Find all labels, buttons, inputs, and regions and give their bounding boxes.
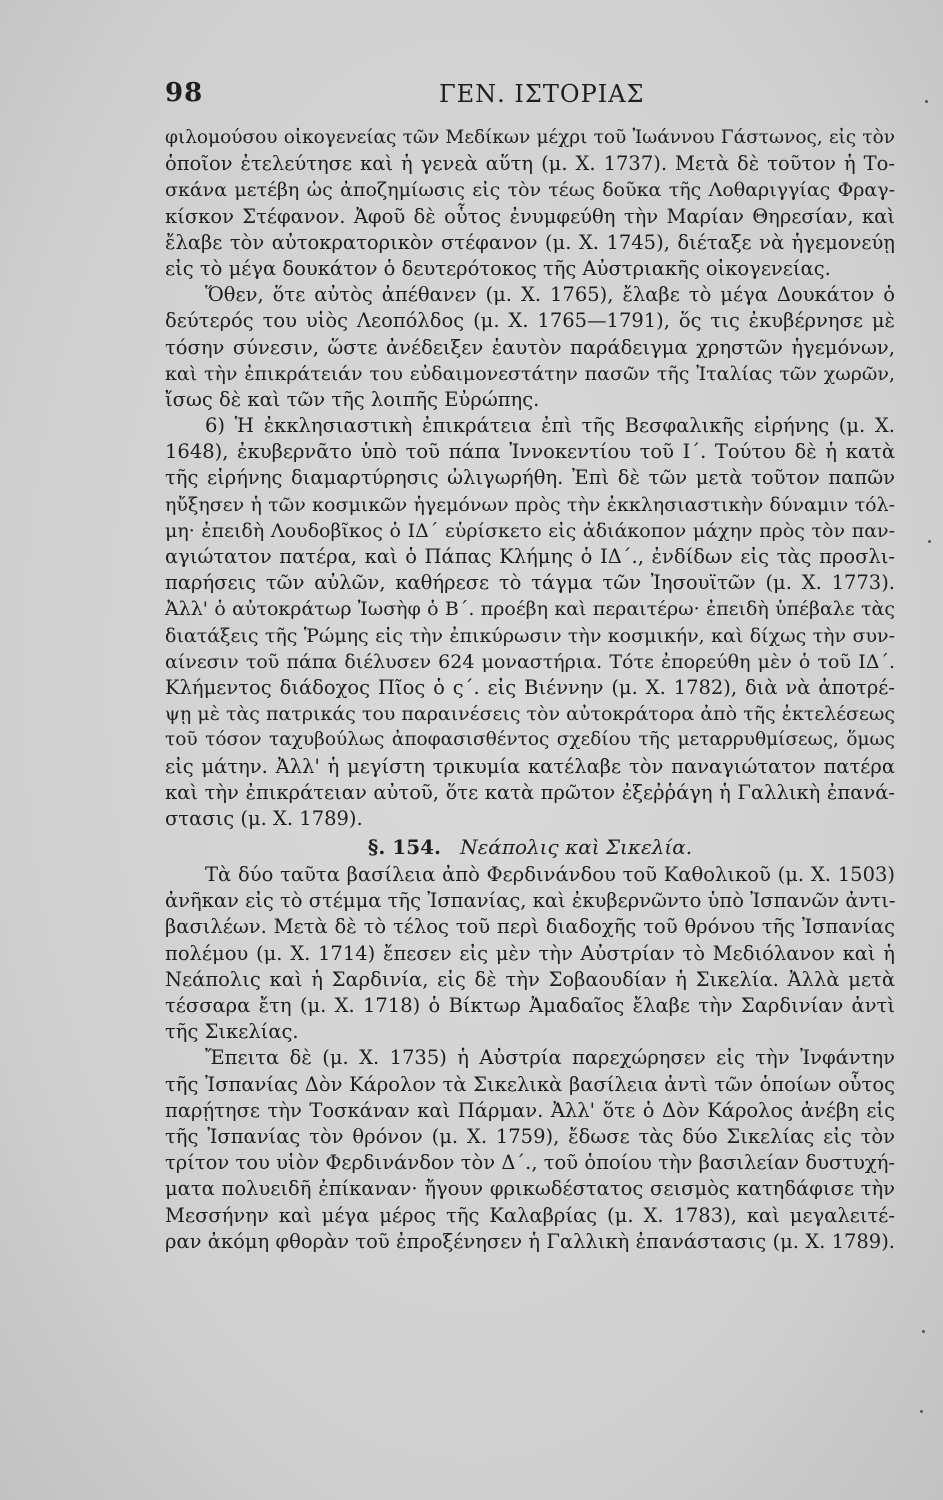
text-line: τοῦ τόσον ταχυβούλως ἀποφασισθέντος σχεδίου τῆς μεταρρυθμίσεως, ὅμως bbox=[165, 729, 895, 751]
text-line: καὶ τὴν ἐπικράτειάν του εὐδαιμονεστάτην πασῶν τῆς Ἰταλίας τῶν χωρῶν, bbox=[165, 362, 895, 385]
section-number: §. 154. bbox=[367, 835, 441, 860]
page-number: 98 bbox=[165, 78, 204, 108]
text-line: Ἀλλ' ὁ αὐτοκράτωρ Ἰωσὴφ ὁ Β΄. προέβη καὶ περαιτέρω· ἐπειδὴ ὑπέβαλε τὰς bbox=[165, 598, 895, 621]
text-line: φιλομούσου οἰκογενείας τῶν Μεδίκων μέχρι τοῦ Ἰωάννου Γάστωνος, εἰς τὸν bbox=[165, 127, 895, 148]
text-line: Τὰ δύο ταῦτα βασίλεια ἀπὸ Φερδινάνδου τοῦ Καθολικοῦ (μ. Χ. 1503) bbox=[205, 863, 895, 887]
margin-speck bbox=[925, 100, 928, 103]
margin-speck bbox=[922, 1330, 925, 1333]
text-line: εἰς τὸ μέγα δουκάτον ὁ δευτερότοκος τῆς Αὐστριακῆς οἰκογενείας. bbox=[165, 256, 831, 280]
running-title: ΓΕΝ. ΙΣΤΟΡΙΑΣ bbox=[439, 80, 645, 108]
text-line: Ἔπειτα δὲ (μ. Χ. 1735) ἡ Αὐστρία παρεχώρησεν εἰς τὴν Ἰνφάντην bbox=[205, 1046, 895, 1070]
text-line: τέσσαρα ἔτη (μ. Χ. 1718) ὁ Βίκτωρ Ἀμαδαῖος ἔλαβε τὴν Σαρδινίαν ἀντὶ bbox=[165, 994, 895, 1017]
text-line: 6) Ἡ ἐκκλησιαστικὴ ἐπικράτεια ἐπὶ τῆς Βεσφαλικῆς εἰρήνης (μ. Χ. bbox=[205, 414, 895, 438]
page-header bbox=[165, 78, 895, 112]
text-line: ψῃ μὲ τὰς πατρικάς του παραινέσεις τὸν αὐτοκράτορα ἀπὸ τῆς ἐκτελέσεως bbox=[165, 703, 895, 726]
text-line: ηὔξησεν ἡ τῶν κοσμικῶν ἡγεμόνων πρὸς τὴν ἐκκλησιαστικὴν δύναμιν τόλ- bbox=[165, 493, 895, 516]
text-line: διατάξεις τῆς Ῥώμης εἰς τὴν ἐπικύρωσιν τὴν κοσμικήν, καὶ δίχως τὴν συν- bbox=[165, 624, 895, 647]
text-line: τρίτον του υἱὸν Φερδινάνδον τὸν Δ΄., τοῦ ὁποίου τὴν βασιλείαν δυστυχή- bbox=[165, 1151, 895, 1175]
text-line: ἴσως δὲ καὶ τῶν τῆς λοιπῆς Εὐρώπης. bbox=[165, 387, 540, 411]
margin-speck bbox=[928, 540, 931, 543]
text-line: πολέμου (μ. Χ. 1714) ἔπεσεν εἰς μὲν τὴν Αὐστρίαν τὸ Μεδιόλανον καὶ ἡ bbox=[165, 941, 895, 965]
text-line: τόσην σύνεσιν, ὥστε ἀνέδειξεν ἑαυτὸν παράδειγμα χρηστῶν ἡγεμόνων, bbox=[165, 335, 895, 359]
text-line: μη· ἐπειδὴ Λουδοβῖκος ὁ ΙΔ΄ εὑρίσκετο εἰς ἀδιάκοπον μάχην πρὸς τὸν παν- bbox=[165, 519, 895, 542]
text-line: καὶ τὴν ἐπικράτειαν αὐτοῦ, ὅτε κατὰ πρῶτον ἐξεῤῥάγη ἡ Γαλλικὴ ἐπανά- bbox=[165, 780, 895, 804]
section-heading bbox=[165, 832, 895, 862]
text-line: παρήσεις τῶν αὐλῶν, καθήρεσε τὸ τάγμα τῶν Ἰησουϊτῶν (μ. Χ. 1773). bbox=[165, 571, 895, 595]
text-line: ἔλαβε τὸν αὐτοκρατορικὸν στέφανον (μ. Χ. 1745), διέταξε νὰ ἡγεμονεύῃ bbox=[165, 230, 895, 254]
text-line: τῆς Σικελίας. bbox=[165, 1020, 299, 1044]
text-line: εἰς μάτην. Ἀλλ' ἡ μεγίστη τρικυμία κατέλαβε τὸν παναγιώτατον πατέρα bbox=[165, 754, 895, 778]
text-line: ραν ἀκόμη φθορὰν τοῦ ἐπροξένησεν ἡ Γαλλικὴ ἐπανάστασις (μ. Χ. 1789). bbox=[165, 1229, 895, 1253]
text-line: Νεάπολις καὶ ἡ Σαρδινία, εἰς δὲ τὴν Σοβαουδίαν ἡ Σικελία. Ἀλλὰ μετὰ bbox=[165, 967, 895, 991]
body-text bbox=[165, 125, 895, 1255]
text-line: τῆς εἰρήνης διαμαρτύρησις ὠλιγωρήθη. Ἐπὶ δὲ τῶν μετὰ τοῦτον παπῶν bbox=[165, 466, 895, 490]
text-line: δεύτερός του υἱὸς Λεοπόλδος (μ. Χ. 1765—1791), ὅς τις ἐκυβέρνησε μὲ bbox=[165, 309, 895, 333]
text-line: τῆς Ἰσπανίας τὸν θρόνον (μ. Χ. 1759), ἔδωσε τὰς δύο Σικελίας εἰς τὸν bbox=[165, 1124, 895, 1148]
margin-speck bbox=[920, 1410, 923, 1413]
text-line: ὁποῖον ἐτελεύτησε καὶ ἡ γενεὰ αὕτη (μ. Χ. 1737). Μετὰ δὲ τοῦτον ἡ Το- bbox=[165, 152, 895, 176]
text-line: τῆς Ἰσπανίας Δὸν Κάρολον τὰ Σικελικὰ βασίλεια ἀντὶ τῶν ὁποίων οὗτος bbox=[165, 1072, 895, 1096]
text-line: βασιλέων. Μετὰ δὲ τὸ τέλος τοῦ περὶ διαδοχῆς τοῦ θρόνου τῆς Ἰσπανίας bbox=[165, 915, 895, 939]
text-line: 1648), ἐκυβερνᾶτο ὑπὸ τοῦ πάπα Ἰννοκεντίου τοῦ Ι΄. Τούτου δὲ ἡ κατὰ bbox=[165, 440, 895, 464]
text-line: Κλήμεντος διάδοχος Πῖος ὁ ς΄. εἰς Βιέννην (μ. Χ. 1782), διὰ νὰ ἀποτρέ- bbox=[165, 675, 895, 699]
text-line: αίνεσιν τοῦ πάπα διέλυσεν 624 μοναστήρια. Τότε ἐπορεύθη μὲν ὁ τοῦ ΙΔ΄. bbox=[165, 650, 895, 673]
text-line: κίσκον Στέφανον. Ἀφοῦ δὲ οὗτος ἐνυμφεύθη τὴν Μαρίαν Θηρεσίαν, καὶ bbox=[165, 204, 895, 228]
section-title: Νεάπολις καὶ Σικελία. bbox=[460, 835, 693, 860]
text-line: ματα πολυειδῆ ἐπίκαναν· ἤγουν φρικωδέστατος σεισμὸς κατηδάφισε τὴν bbox=[165, 1177, 895, 1201]
text-line: Μεσσήνην καὶ μέγα μέρος τῆς Καλαβρίας (μ. Χ. 1783), καὶ μεγαλειτέ- bbox=[165, 1203, 895, 1227]
text-line: στασις (μ. Χ. 1789). bbox=[165, 806, 363, 830]
text-line: αγιώτατον πατέρα, καὶ ὁ Πάπας Κλήμης ὁ ΙΔ΄., ἐνδίδων εἰς τὰς προσλι- bbox=[165, 545, 895, 568]
text-line: ἀνῆκαν εἰς τὸ στέμμα τῆς Ἰσπανίας, καὶ ἐκυβερνῶντο ὑπὸ Ἰσπανῶν ἀντι- bbox=[165, 889, 896, 913]
text-line: παρῄτησε τὴν Τοσκάναν καὶ Πάρμαν. Ἀλλ' ὅτε ὁ Δὸν Κάρολος ἀνέβη εἰς bbox=[165, 1098, 895, 1122]
text-line: Ὅθεν, ὅτε αὐτὸς ἀπέθανεν (μ. Χ. 1765), ἔλαβε τὸ μέγα Δουκάτον ὁ bbox=[205, 283, 895, 307]
text-line: σκάνα μετέβη ὡς ἀποζημίωσις εἰς τὸν τέως δοῦκα τῆς Λοθαριγγίας Φραγ- bbox=[165, 179, 895, 202]
